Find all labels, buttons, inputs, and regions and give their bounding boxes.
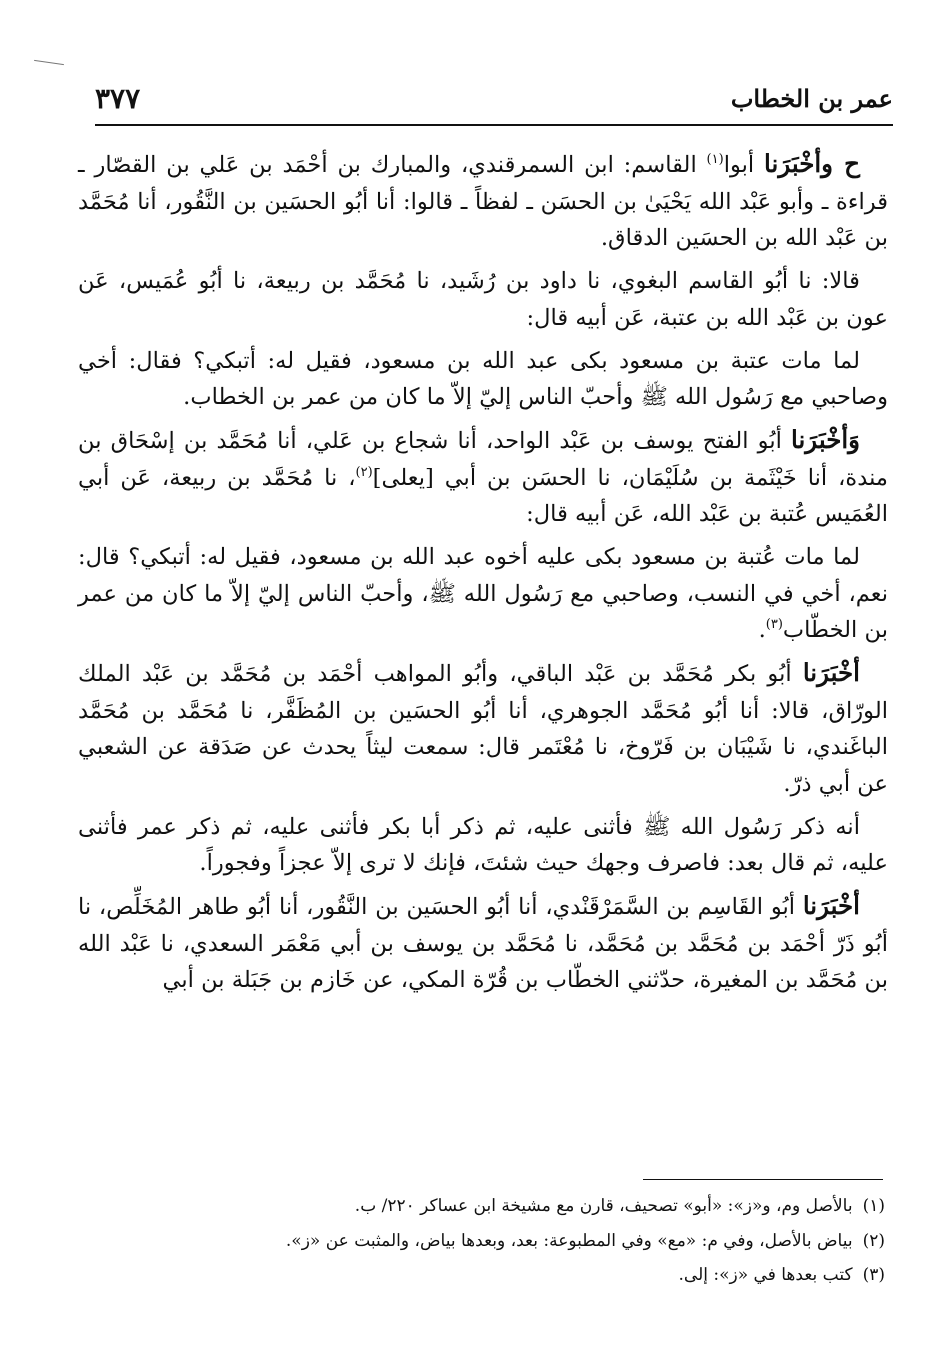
footnote-ref: (١) bbox=[706, 152, 724, 167]
footnote-rule bbox=[643, 1179, 883, 1180]
text-run: ، نا مُحَمَّد بن ربيعة، عَن أبي العُمَيس عُتبة بن عَبْد الله، عَن أبيه قال: bbox=[78, 464, 888, 527]
isnad-keyword: وَأخْبَرَنا bbox=[791, 425, 860, 454]
text-run: أبوا bbox=[723, 152, 765, 178]
footnote bbox=[150, 1189, 885, 1224]
running-title: عمر بن الخطاب bbox=[730, 84, 893, 113]
paragraph bbox=[78, 655, 888, 802]
footnote bbox=[150, 1258, 885, 1293]
text-run: أبُو الفتح يوسف بن عَبْد الواحد، أنا شجاع بن عَلي، أنا مُحَمَّد بن إسْحَاق بن مندة، أنا خَيْثَمة بن سُلَيْمَان، نا الحسَن بن أبي [يعلى] bbox=[78, 428, 888, 491]
scan-mark bbox=[34, 60, 64, 65]
page-header bbox=[95, 82, 893, 118]
text-run: . bbox=[758, 617, 766, 643]
text-run: أنه ذكر رَسُول الله ﷺ فأثنى عليه، ثم ذكر أبا بكر فأثنى عليه، ثم ذكر عمر فأثنى عليه، ثم قال بعد: فاصرف وجهك حيث شئتَ، فإنك لا ترى إلاّ عجزاً وفجوراً. bbox=[78, 813, 888, 876]
paragraph bbox=[78, 809, 888, 882]
paragraph bbox=[78, 146, 888, 257]
paragraph bbox=[78, 343, 888, 416]
footnotes bbox=[150, 1189, 885, 1293]
isnad-keyword: أخْبَرَنا bbox=[802, 658, 860, 687]
text-run: أبُو القَاسِم بن السَّمَرْقَنْدي، أنا أبُو الحسَين بن النَّقُور، أنا أبُو طاهر المُخَلِّص، نا أبُو ذَرّ أحْمَد بن مُحَمَّد بن مُحَمَّد، نا مُحَمَّد بن يوسف بن أبي مَعْمَر السعدي، نا عَبْد الله بن مُحَمَّد بن المغيرة، حدّثني الخطّاب بن قُرّة المكي، عن خَازم بن جَبَلة بن أبي bbox=[78, 894, 888, 993]
footnote-number: (٣) bbox=[862, 1265, 885, 1285]
text-run: أبُو بكر مُحَمَّد بن عَبْد الباقي، وأبُو المواهب أحْمَد بن مُحَمَّد بن عَبْد الملك الورّاق، قالا: أنا أبُو مُحَمَّد الجوهري، أنا أبُو الحسَين بن المُظَفَّر، نا مُحَمَّد بن مُحَمَّد الباغَندي، نا شَيْبَان بن فَرّوخ، نا مُعْتَمر قال: سمعت ليثاً يحدث عن صَدَقة عن الشعبي عن أبي ذرّ. bbox=[78, 661, 888, 797]
text-run: القاسم: ابن السمرقندي، والمبارك بن أحْمَد بن عَلي بن القصّار ـ قراءة ـ وأبو عَبْد الله يَحْيَىٰ بن الحسَن ـ لفظاً ـ قالوا: أنا أبُو الحسَين بن النَّقُور، أنا مُحَمَّد بن عَبْد الله بن الحسَين الدقاق. bbox=[78, 152, 888, 251]
paragraph bbox=[78, 539, 888, 649]
paragraph bbox=[78, 888, 888, 999]
footnote bbox=[150, 1224, 885, 1259]
text-run: لما مات عُتبة بن مسعود بكى عليه أخوه عبد الله بن مسعود، فقيل له: أتبكي؟ قال: نعم، أخي في النسب، وصاحبي مع رَسُول الله ﷺ، وأحبّ الناس إليّ إلاّ ما كان من عمر بن الخطّاب bbox=[78, 544, 888, 643]
paragraph bbox=[78, 263, 888, 336]
footnote-number: (١) bbox=[862, 1196, 885, 1216]
text-run: قالا: نا أبُو القاسم البغوي، نا داود بن رُشَيد، نا مُحَمَّد بن ربيعة، نا أبُو عُمَيس، عَن عون بن عَبْد الله بن عتبة، عَن أبيه قال: bbox=[78, 268, 888, 331]
isnad-keyword: أخْبَرَنا bbox=[802, 891, 860, 920]
footnote-ref: (٢) bbox=[355, 464, 373, 480]
header-rule bbox=[95, 124, 893, 126]
footnote-text: بياض بالأصل، وفي م: «مع» وفي المطبوعة: بعد، وبعدها بياض، والمثبت عن «ز». bbox=[285, 1230, 853, 1251]
footnote-text: كتب بعدها في «ز»: إلى. bbox=[678, 1265, 853, 1285]
page-number: ٣٧٧ bbox=[95, 82, 141, 115]
text-run: لما مات عتبة بن مسعود بكى عبد الله بن مسعود، فقيل له: أتبكي؟ فقال: أخي وصاحبي مع رَسُول الله ﷺ وأحبّ الناس إليّ إلاّ ما كان من عمر بن الخطاب. bbox=[78, 347, 888, 410]
main-text bbox=[78, 146, 888, 999]
paragraph bbox=[78, 422, 888, 533]
isnad-keyword: ح وأخْبَرَنا bbox=[764, 149, 860, 178]
footnote-ref: (٣) bbox=[765, 617, 783, 632]
footnote-text: بالأصل وم، و«ز»: «أبو» تصحيف، قارن مع مشيخة ابن عساكر ٢٢٠/ ب. bbox=[354, 1196, 853, 1216]
footnote-number: (٢) bbox=[862, 1230, 885, 1251]
